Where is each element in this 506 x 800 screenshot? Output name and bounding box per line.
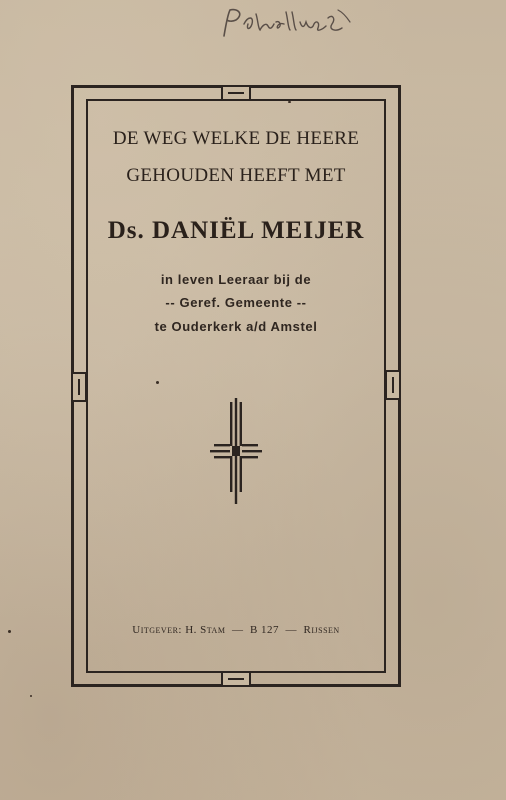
cross-emblem-icon xyxy=(210,398,262,504)
publisher-label: Uitgever: xyxy=(132,624,182,636)
border-ornament-right xyxy=(385,370,401,400)
publisher-name: H. Stam xyxy=(185,624,226,636)
paper-speck xyxy=(30,695,32,697)
border-ornament-top xyxy=(221,85,251,101)
paper-speck xyxy=(8,630,11,633)
paper-speck xyxy=(288,101,291,103)
publisher-box: B 127 xyxy=(249,624,280,636)
minister-name: Ds. DANIËL MEIJER xyxy=(107,217,365,244)
publisher-line xyxy=(86,624,386,636)
subtitle-line-1: in leven Leeraar bij de xyxy=(160,272,312,287)
border-ornament-left xyxy=(71,372,87,402)
subtitle-line-2: -- Geref. Gemeente -- xyxy=(165,295,307,310)
subtitle-line-3: te Ouderkerk a/d Amstel xyxy=(154,319,318,334)
publisher-separator-2: — xyxy=(285,624,298,636)
handwritten-signature xyxy=(218,6,358,40)
publisher-separator-1: — xyxy=(231,624,244,636)
publisher-place: Rijssen xyxy=(303,624,340,636)
title-line-1: DE WEG WELKE DE HEERE xyxy=(112,128,360,149)
title-line-2: GEHOUDEN HEEFT MET xyxy=(126,165,346,186)
paper-speck xyxy=(156,381,159,384)
border-ornament-bottom xyxy=(221,671,251,687)
